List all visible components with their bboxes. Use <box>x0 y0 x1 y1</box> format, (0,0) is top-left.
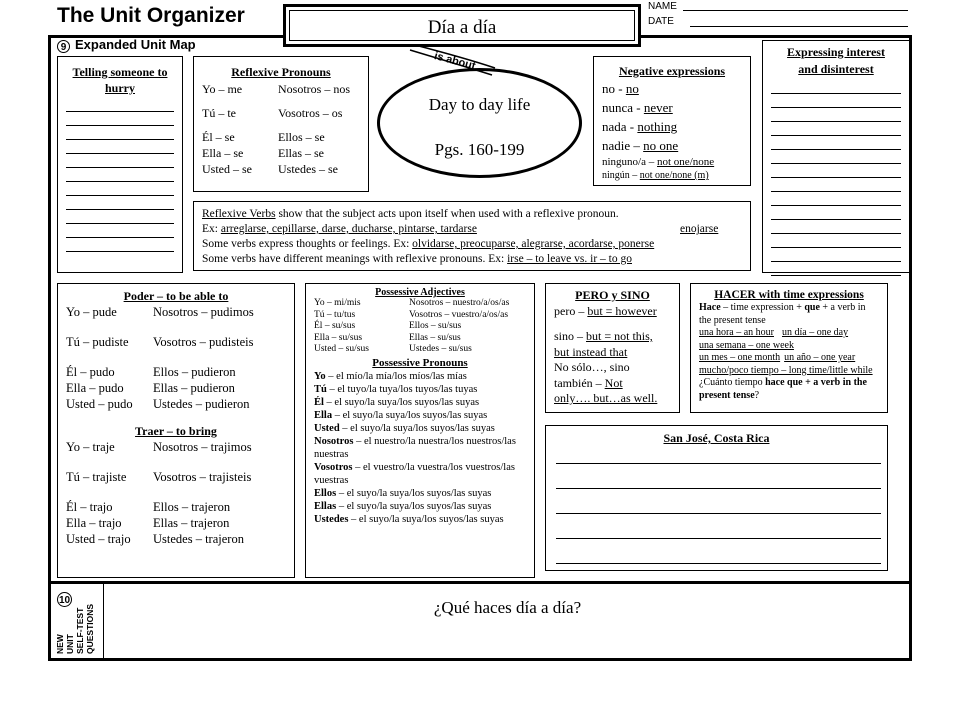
pero-line-1: pero – but = however <box>554 303 657 318</box>
hurry-lines <box>66 98 174 252</box>
reflexive-verbs-meanings: Some verbs have different meanings with reflexive pronouns. Ex: irse – to leave vs. ir – to go <box>202 253 632 265</box>
interest-line[interactable] <box>771 248 901 262</box>
table-row <box>202 121 368 129</box>
list-item: Nosotros – el nuestro/la nuestra/los nuestros/las nuestras <box>314 435 516 460</box>
hacer-title: HACER with time expressions <box>714 289 864 301</box>
possessive-pronouns-list <box>314 370 534 526</box>
hacer-line-8: present tense? <box>699 389 760 401</box>
poder-traer-box <box>57 283 295 578</box>
san-jose-line[interactable] <box>556 539 881 564</box>
hurry-title-1: Telling someone to <box>72 65 168 79</box>
table-row <box>66 350 294 364</box>
list-item: Ustedes – el suyo/la suya/los suyos/las suyas <box>314 513 504 525</box>
table-row <box>66 485 294 499</box>
possessive-pronouns-title: Possessive Pronouns <box>372 356 468 369</box>
list-item: Tú – el tuyo/la tuya/los tuyos/las tuyas <box>314 383 478 395</box>
pero-sino-box <box>545 283 680 413</box>
hurry-line[interactable] <box>66 224 174 238</box>
hacer-line-1: Hace – time expression + que + a verb in <box>699 302 866 313</box>
date-label: DATE <box>648 16 674 27</box>
possessive-adjectives-title: Possessive Adjectives <box>375 287 465 298</box>
list-item: ningún – not one/none (m) <box>602 170 709 181</box>
hacer-line-6: mucho/poco tiempo – long time/little while <box>699 364 873 376</box>
table-row <box>66 320 294 334</box>
traer-table <box>58 439 294 547</box>
list-item: Usted – el suyo/la suya/los suyos/las suyas <box>314 422 495 434</box>
list-item: nada - nothing <box>602 119 678 134</box>
hacer-line-4: una semana – one week <box>699 339 794 351</box>
hacer-box <box>690 283 888 413</box>
interest-line[interactable] <box>771 220 901 234</box>
table-row: Ella – se Ellas – se <box>202 146 324 160</box>
reflexive-pronouns-box <box>193 56 369 192</box>
expanded-unit-map-label: Expanded Unit Map <box>75 37 196 52</box>
table-row: Tú – pudiste Vosotros – pudisteis <box>66 335 254 349</box>
table-row: Ella – trajo Ellas – trajeron <box>66 516 230 530</box>
interest-title-2: and disinterest <box>798 62 874 76</box>
oval-topic: Day to day life <box>428 95 531 114</box>
poder-table <box>58 304 294 412</box>
pero-line-3: but instead that <box>554 344 628 359</box>
table-row: Yo – traje Nosotros – trajimos <box>66 440 252 454</box>
hurry-title-2: hurry <box>105 81 135 95</box>
list-item: nunca - never <box>602 100 673 115</box>
section-10-number: 10 <box>57 592 72 607</box>
hacer-line-7: ¿Cuánto tiempo hace que + a verb in the <box>699 377 867 388</box>
list-item: nadie – no one <box>602 138 679 153</box>
reflexive-pronouns-table <box>194 81 368 177</box>
hurry-line[interactable] <box>66 126 174 140</box>
interest-line[interactable] <box>771 164 901 178</box>
topic-oval <box>377 68 582 178</box>
pero-sino-title: PERO y SINO <box>575 288 650 302</box>
table-row: Él – se Ellos – se <box>202 130 325 144</box>
hurry-line[interactable] <box>66 154 174 168</box>
is-about-label: is about... <box>432 50 486 75</box>
san-jose-box <box>545 425 888 571</box>
san-jose-title: San José, Costa Rica <box>663 431 770 445</box>
interest-line[interactable] <box>771 234 901 248</box>
table-row <box>202 97 368 105</box>
san-jose-line[interactable] <box>556 514 881 539</box>
table-row: Él – trajo Ellos – trajeron <box>66 500 231 514</box>
center-title-box <box>283 4 641 47</box>
hurry-line[interactable] <box>66 210 174 224</box>
hurry-line[interactable] <box>66 196 174 210</box>
hurry-box <box>57 56 183 273</box>
interest-line[interactable] <box>771 80 901 94</box>
reflexive-verbs-examples: Ex: arreglarse, cepillarse, darse, ducharse, pintarse, tardarse enojarse <box>202 223 719 235</box>
table-row: Usted – pudo Ustedes – pudieron <box>66 397 250 411</box>
negative-list <box>594 79 750 182</box>
list-item: Vosotros – el vuestro/la vuestra/los vuestros/las vuestras <box>314 461 515 486</box>
interest-line[interactable] <box>771 94 901 108</box>
hurry-line[interactable] <box>66 140 174 154</box>
reflexive-verbs-feelings: Some verbs express thoughts or feelings. Ex: olvidarse, preocuparse, alegrarse, acordarse, ponerse <box>202 238 655 250</box>
self-test-question: ¿Qué haces día a día? <box>433 598 582 617</box>
table-row: Yo – pude Nosotros – pudimos <box>66 305 254 319</box>
table-row: Usted – su/sus Ustedes – su/sus <box>314 344 472 354</box>
reflexive-verbs-definition: Reflexive Verbs show that the subject acts upon itself when used with a reflexive pronoun. <box>202 208 619 220</box>
san-jose-line[interactable] <box>556 446 881 464</box>
pero-line-5: también – Not <box>554 375 623 390</box>
negative-expressions-box <box>593 56 751 186</box>
interest-line[interactable] <box>771 192 901 206</box>
reflexive-verbs-box <box>193 201 751 271</box>
pero-line-4: No sólo…, sino <box>554 360 630 374</box>
table-row: Él – pudo Ellos – pudieron <box>66 365 236 379</box>
interest-line[interactable] <box>771 206 901 220</box>
name-field[interactable] <box>683 10 908 11</box>
table-row: Tú – te Vosotros – os <box>202 106 343 120</box>
hurry-line[interactable] <box>66 112 174 126</box>
section-9-number: 9 <box>57 40 70 53</box>
pero-line-6: only…. but…as well. <box>554 391 658 405</box>
self-test-label-divider <box>103 584 104 659</box>
traer-title: Traer – to bring <box>135 424 217 438</box>
hurry-line[interactable] <box>66 182 174 196</box>
table-row: Tú – trajiste Vosotros – trajisteis <box>66 470 252 484</box>
table-row: Ella – su/sus Ellas – su/sus <box>314 332 461 343</box>
table-row: Él – su/sus Ellos – su/sus <box>314 321 462 331</box>
center-title: Día a día <box>427 17 497 38</box>
list-item: Ella – el suyo/la suya/los suyos/las suyas <box>314 409 488 421</box>
interest-line[interactable] <box>771 108 901 122</box>
hurry-line[interactable] <box>66 238 174 252</box>
list-item: Yo – el mío/la mía/los míos/las mías <box>314 370 467 382</box>
interest-line[interactable] <box>771 150 901 164</box>
interest-box <box>762 40 910 273</box>
san-jose-line[interactable] <box>556 489 881 514</box>
hurry-line[interactable] <box>66 168 174 182</box>
interest-line[interactable] <box>771 178 901 192</box>
possessive-box <box>305 283 535 578</box>
pero-line-2: sino – but = not this, <box>554 329 653 343</box>
unit-organizer-title: The Unit Organizer <box>57 4 245 27</box>
interest-line[interactable] <box>771 262 901 276</box>
frame-divider <box>48 581 912 584</box>
date-field[interactable] <box>690 26 908 27</box>
hurry-line[interactable] <box>66 98 174 112</box>
table-row: Usted – trajo Ustedes – trajeron <box>66 532 244 546</box>
table-row: Yo – me Nosotros – nos <box>202 82 351 96</box>
possessive-adjectives-table <box>314 298 534 356</box>
table-row <box>66 455 294 469</box>
interest-line[interactable] <box>771 122 901 136</box>
list-item: Ellos – el suyo/la suya/los suyos/las suyas <box>314 487 492 499</box>
negative-title: Negative expressions <box>618 64 726 78</box>
list-item: Él – el suyo/la suya/los suyos/las suyas <box>314 396 480 408</box>
oval-pages: Pgs. 160-199 <box>434 140 525 159</box>
name-label: NAME <box>648 1 677 12</box>
hacer-line-3: una hora – an hour un día – one day <box>699 327 849 338</box>
interest-line[interactable] <box>771 136 901 150</box>
list-item: no - no <box>602 81 639 96</box>
hacer-line-2: the present tense <box>699 314 766 326</box>
interest-title-1: Expressing interest <box>787 45 885 59</box>
san-jose-line[interactable] <box>556 464 881 489</box>
list-item: ninguno/a – not one/none <box>602 156 715 168</box>
interest-lines <box>771 80 901 276</box>
self-test-label: NEW UNIT SELF-TEST QUESTIONS <box>55 603 95 654</box>
hacer-line-5: un mes – one month un año – one year <box>699 352 856 363</box>
list-item: Ellas – el suyo/la suya/los suyos/las suyas <box>314 500 492 512</box>
poder-title: Poder – to be able to <box>123 289 229 303</box>
table-row: Tú – tu/tus Vosotros – vuestro/a/os/as <box>314 309 509 320</box>
table-row: Yo – mi/mis Nosotros – nuestro/a/os/as <box>314 298 510 308</box>
table-row: Ella – pudo Ellas – pudieron <box>66 381 235 395</box>
san-jose-lines <box>556 446 881 564</box>
table-row: Usted – se Ustedes – se <box>202 162 338 176</box>
reflexive-pronouns-title: Reflexive Pronouns <box>231 65 331 79</box>
